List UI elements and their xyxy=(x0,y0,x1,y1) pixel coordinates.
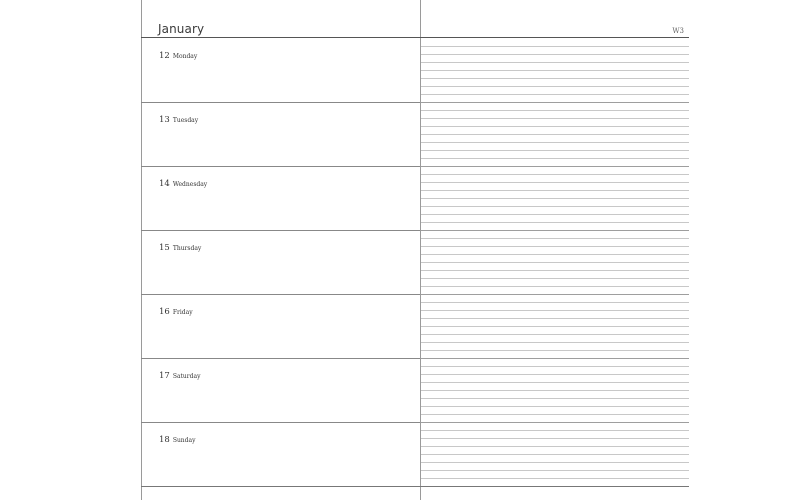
day-label xyxy=(159,43,197,62)
notes-ruled-line xyxy=(421,142,689,143)
page-center-divider xyxy=(420,0,421,500)
notes-ruled-line xyxy=(421,462,689,463)
day-entry-monday[interactable] xyxy=(141,38,420,102)
notes-ruled-line xyxy=(421,238,689,239)
notes-ruled-line xyxy=(421,326,689,327)
day-divider xyxy=(141,230,420,231)
notes-ruled-line xyxy=(421,390,689,391)
notes-ruled-line xyxy=(421,166,689,167)
day-divider xyxy=(141,102,420,103)
notes-ruled-line xyxy=(421,294,689,295)
notes-ruled-line xyxy=(421,78,689,79)
notes-ruled-line xyxy=(421,102,689,103)
weekly-planner-page xyxy=(141,0,689,500)
day-number: 17 xyxy=(159,371,170,381)
day-name: Sunday xyxy=(172,437,196,444)
notes-ruled-line xyxy=(421,110,689,111)
notes-ruled-line xyxy=(421,246,689,247)
notes-ruled-line xyxy=(421,470,689,471)
notes-ruled-line xyxy=(421,222,689,223)
notes-ruled-line xyxy=(421,262,689,263)
notes-ruled-line xyxy=(421,302,689,303)
notes-ruled-line xyxy=(421,198,689,199)
notes-ruled-line xyxy=(421,334,689,335)
notes-ruled-line xyxy=(421,446,689,447)
day-number: 16 xyxy=(159,307,170,317)
day-entry-sunday[interactable] xyxy=(141,422,420,486)
notes-ruled-line xyxy=(421,174,689,175)
notes-ruled-line xyxy=(421,158,689,159)
day-number: 12 xyxy=(159,51,170,61)
notes-ruled-line xyxy=(421,406,689,407)
notes-ruled-line xyxy=(421,54,689,55)
notes-ruled-line xyxy=(421,94,689,95)
notes-ruled-line xyxy=(421,190,689,191)
notes-ruled-line xyxy=(421,214,689,215)
footer-rule xyxy=(141,486,689,487)
notes-ruled-line xyxy=(421,46,689,47)
notes-ruled-line xyxy=(421,478,689,479)
notes-ruled-line xyxy=(421,318,689,319)
notes-ruled-line xyxy=(421,150,689,151)
notes-ruled-line xyxy=(421,358,689,359)
week-number: W3 xyxy=(672,27,684,35)
notes-ruled-line xyxy=(421,430,689,431)
day-divider xyxy=(141,358,420,359)
notes-ruled-line xyxy=(421,278,689,279)
notes-ruled-line xyxy=(421,374,689,375)
day-name: Thursday xyxy=(172,245,202,252)
notes-ruled-line xyxy=(421,414,689,415)
notes-ruled-line xyxy=(421,366,689,367)
notes-ruled-line xyxy=(421,254,689,255)
notes-ruled-line xyxy=(421,118,689,119)
notes-ruled-line xyxy=(421,342,689,343)
notes-ruled-line xyxy=(421,454,689,455)
notes-ruled-line xyxy=(421,382,689,383)
day-number: 15 xyxy=(159,243,170,253)
notes-ruled-line xyxy=(421,310,689,311)
day-divider xyxy=(141,294,420,295)
day-entry-friday[interactable] xyxy=(141,294,420,358)
day-divider xyxy=(141,422,420,423)
notes-ruled-line xyxy=(421,230,689,231)
notes-ruled-line xyxy=(421,438,689,439)
notes-ruled-line xyxy=(421,286,689,287)
day-entry-thursday[interactable] xyxy=(141,230,420,294)
day-label xyxy=(159,299,193,318)
notes-ruled-line xyxy=(421,350,689,351)
notes-ruled-line xyxy=(421,398,689,399)
day-entry-saturday[interactable] xyxy=(141,358,420,422)
day-number: 14 xyxy=(159,179,170,189)
notes-ruled-line xyxy=(421,182,689,183)
notes-ruled-line xyxy=(421,86,689,87)
notes-ruled-line xyxy=(421,62,689,63)
notes-ruled-line xyxy=(421,134,689,135)
day-label xyxy=(159,171,207,190)
day-divider xyxy=(141,166,420,167)
day-name: Saturday xyxy=(172,373,201,380)
day-name: Tuesday xyxy=(172,117,199,124)
month-title: January xyxy=(158,22,205,36)
day-number: 18 xyxy=(159,435,170,445)
notes-ruled-line xyxy=(421,126,689,127)
notes-ruled-line xyxy=(421,422,689,423)
day-label xyxy=(159,363,200,382)
day-name: Monday xyxy=(172,53,198,60)
day-number: 13 xyxy=(159,115,170,125)
notes-ruled-line xyxy=(421,70,689,71)
day-entry-wednesday[interactable] xyxy=(141,166,420,230)
notes-ruled-line xyxy=(421,270,689,271)
day-label xyxy=(159,427,195,446)
day-entry-tuesday[interactable] xyxy=(141,102,420,166)
notes-ruled-line xyxy=(421,206,689,207)
day-label xyxy=(159,107,198,126)
day-name: Friday xyxy=(172,309,193,316)
day-label xyxy=(159,235,201,254)
day-name: Wednesday xyxy=(172,181,208,188)
